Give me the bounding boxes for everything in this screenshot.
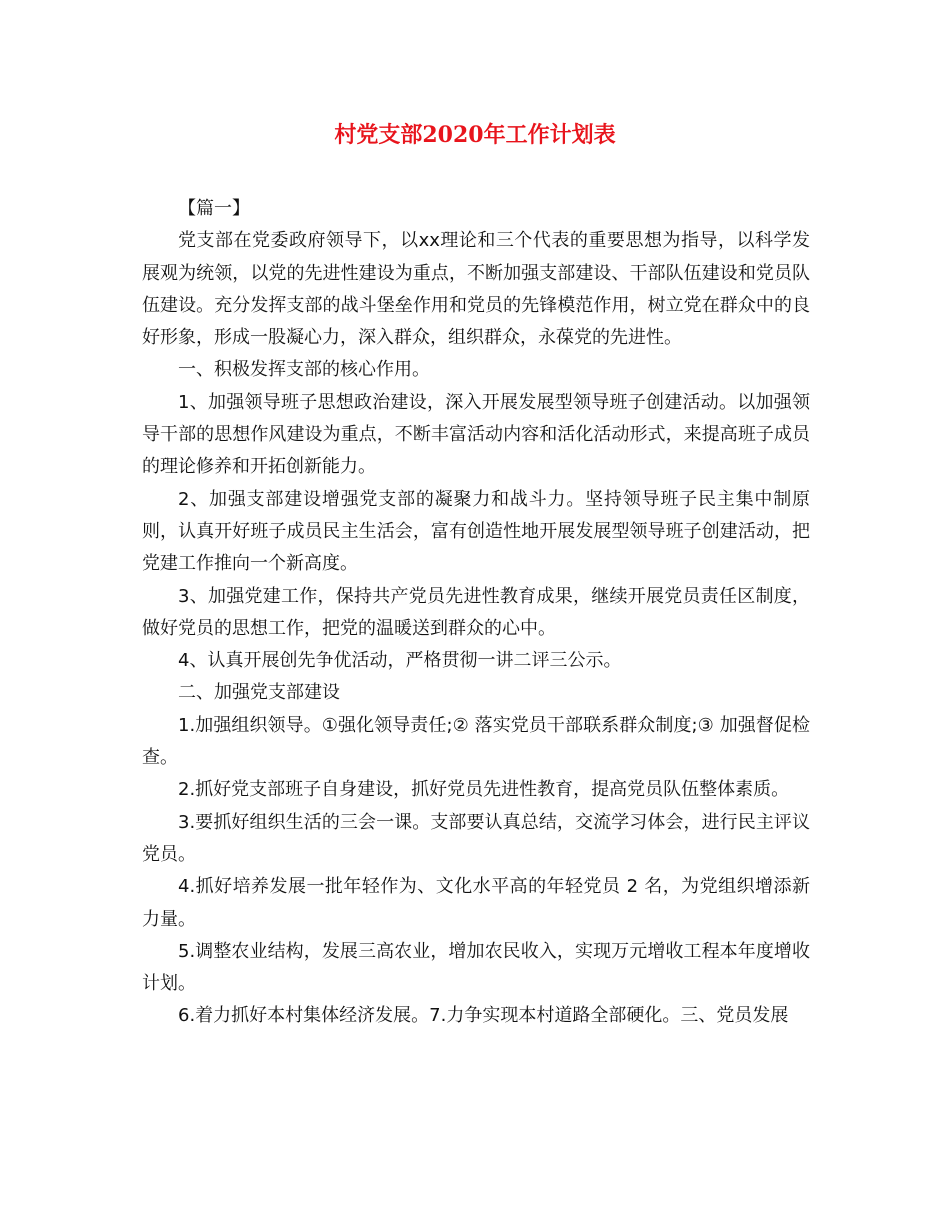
document-body bbox=[142, 193, 810, 1033]
paragraph-2-6: 6.着力抓好本村集体经济发展。7.力争实现本村道路全部硬化。三、党员发展 bbox=[178, 1005, 789, 1027]
paragraph-2-2: 2.抓好党支部班子自身建设，抓好党员先进性教育，提高党员队伍整体素质。 bbox=[178, 779, 790, 801]
paragraph-2-1: 1.加强组织领导。①强化领导责任;② 落实党员干部联系群众制度;③ 加强督促检查。 bbox=[142, 714, 810, 769]
section-heading-1: 一、积极发挥支部的核心作用。 bbox=[178, 359, 430, 381]
document-title: 村党支部2020年工作计划表 bbox=[334, 122, 616, 148]
intro-paragraph: 党支部在党委政府领导下，以xx理论和三个代表的重要思想为指导，以科学发展观为统领，以党的先进性建设为重点，不断加强支部建设、干部队伍建设和党员队伍建设。充分发挥支部的战斗堡垒作用和党员的先锋模范作用，树立党在群众中的良好形象，形成一股凝心力，深入群众，组织群众，永葆党的先进性。 bbox=[142, 230, 810, 349]
paragraph-2-3: 3.要抓好组织生活的三会一课。支部要认真总结，交流学习体会，进行民主评议党员。 bbox=[142, 811, 810, 865]
paragraph-1-1: 1、加强领导班子思想政治建设，深入开展发展型领导班子创建活动。以加强领导干部的思想作风建设为重点，不断丰富活动内容和活化活动形式，来提高班子成员的理论修养和开拓创新能力。 bbox=[142, 391, 810, 478]
paragraph-2-5: 5.调整农业结构，发展三高农业，增加农民收入，实现万元增收工程本年度增收计划。 bbox=[142, 940, 810, 995]
section-heading-part-one: 【篇一】 bbox=[178, 198, 250, 219]
paragraph-2-4: 4.抓好培养发展一批年轻作为、文化水平高的年轻党员 2 名，为党组织增添新力量。 bbox=[142, 876, 810, 930]
paragraph-1-4: 4、认真开展创先争优活动，严格贯彻一讲二评三公示。 bbox=[178, 650, 622, 672]
paragraph-1-2: 2、加强支部建设增强党支部的凝聚力和战斗力。坚持领导班子民主集中制原则，认真开好班子成员民主生活会，富有创造性地开展发展型领导班子创建活动，把党建工作推向一个新高度。 bbox=[142, 488, 810, 575]
section-heading-2: 二、加强党支部建设 bbox=[178, 682, 340, 704]
paragraph-1-3: 3、加强党建工作，保持共产党员先进性教育成果，继续开展党员责任区制度，做好党员的思想工作，把党的温暖送到群众的心中。 bbox=[142, 585, 810, 639]
